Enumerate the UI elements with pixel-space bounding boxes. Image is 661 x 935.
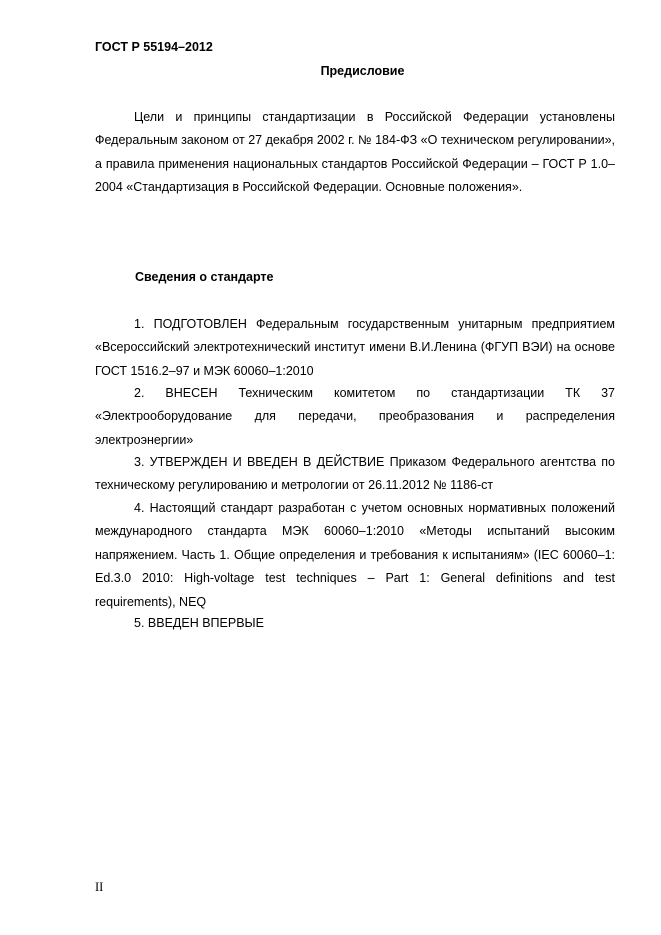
foreword-title: Предисловие <box>320 64 405 78</box>
foreword-paragraph: Цели и принципы стандартизации в Российской Федерации установлены Федеральным законом от 27 декабря 2002 г. № 184-ФЗ «О техническом регулировании», а правила применения национальных стандартов Российской Федерации – ГОСТ Р 1.0–2004 «Стандартизация в Российской Федерации. Основные положения». <box>95 110 615 195</box>
standard-info-title: Сведения о стандарте <box>135 270 274 284</box>
info-item-based-on: 4. Настоящий стандарт разработан с учетом основных нормативных положений международного стандарта МЭК 60060–1:2010 «Методы испытаний высоким напряжением. Часть 1. Общие определения и требования к испытаниям» (IEC 60060–1: Ed.3.0 2010: High-voltage test techniques – Part 1: General definitions and test requirements), NEQ <box>95 501 615 609</box>
document-code-header: ГОСТ Р 55194–2012 <box>95 40 213 54</box>
info-item-introduced: 5. ВВЕДЕН ВПЕРВЫЕ <box>134 616 264 630</box>
info-item-prepared: 1. ПОДГОТОВЛЕН Федеральным государственным унитарным предприятием «Всероссийский электротехнический институт имени В.И.Ленина (ФГУП ВЭИ) на основе ГОСТ 1516.2–97 и МЭК 60060–1:2010 <box>95 317 615 378</box>
info-item-submitted: 2. ВНЕСЕН Техническим комитетом по стандартизации ТК 37 «Электрооборудование для передачи, преобразования и распределения электроэнергии» <box>95 386 615 447</box>
page-number: II <box>95 880 104 894</box>
info-item-approved: 3. УТВЕРЖДЕН И ВВЕДЕН В ДЕЙСТВИЕ Приказом Федерального агентства по техническому регулированию и метрологии от 26.11.2012 № 1186-ст <box>95 455 615 493</box>
